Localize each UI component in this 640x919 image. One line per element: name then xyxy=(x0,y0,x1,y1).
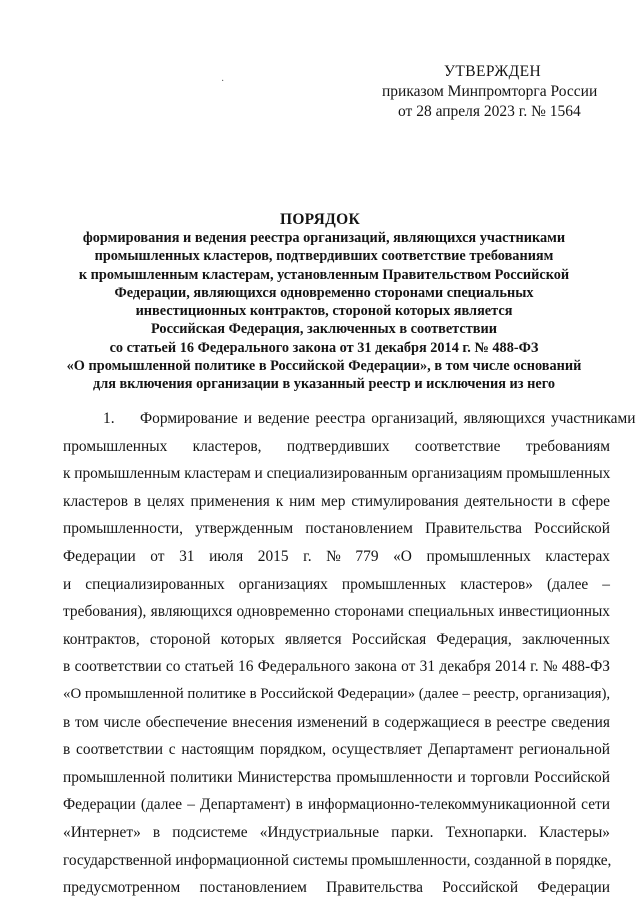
body-line: промышленной политики Министерства промышленности и торговли Российской xyxy=(63,768,610,786)
scan-speck: · xyxy=(221,76,225,87)
paragraph-1 xyxy=(63,405,636,902)
subtitle-line: промышленных кластеров, подтвердивших соответствие требованиям xyxy=(94,248,554,265)
body-line: Федерации (далее – Департамент) в информационно-телекоммуникационной сети xyxy=(63,796,610,814)
body-line: Федерации от 31 июля 2015 г. № 779 «О промышленных кластерах xyxy=(63,547,610,565)
subtitle-line: к промышленным кластерам, установленным Правительством Российской xyxy=(78,266,570,283)
body-line: промышленности, утвержденным постановлением Правительства Российской xyxy=(63,520,610,538)
body-line: государственной информационной системы промышленности, созданной в порядке, xyxy=(63,851,612,869)
body-line: контрактов, стороной которых является Российская Федерация, заключенных xyxy=(63,630,610,648)
approval-title: УТВЕРЖДЕН xyxy=(444,63,542,80)
subtitle-line: «О промышленной политике в Российской Федерации», в том числе оснований xyxy=(66,358,582,375)
subtitle-line: инвестиционных контрактов, стороной которых является xyxy=(135,303,513,320)
body-line: в соответствии с настоящим порядком, осуществляет Департамент региональной xyxy=(63,741,610,759)
body-line: промышленных кластеров, подтвердивших соответствие требованиям xyxy=(63,437,610,455)
body-line: «О промышленной политике в Российской Федерации» (далее – реестр, организация), xyxy=(63,685,611,702)
body-line: предусмотренном постановлением Правительства Российской Федерации xyxy=(63,879,610,897)
approval-order-line: приказом Минпромторга России xyxy=(382,83,598,100)
subtitle-line: Федерации, являющихся одновременно сторонами специальных xyxy=(114,284,534,301)
body-line-text: Формирование и ведение реестра организаций, являющихся участниками xyxy=(140,410,636,427)
subtitle-line: Российская Федерация, заключенных в соответствии xyxy=(151,321,497,338)
subtitle-line: со статьей 16 Федерального закона от 31 декабря 2014 г. № 488-ФЗ xyxy=(109,339,539,356)
paragraph-number: 1. xyxy=(103,410,115,427)
approval-date-line: от 28 апреля 2023 г. № 1564 xyxy=(398,103,581,120)
body-line: в соответствии со статьей 16 Федерального закона от 31 декабря 2014 г. № 488-ФЗ xyxy=(63,658,610,676)
body-line: «Интернет» в подсистеме «Индустриальные парки. Технопарки. Кластеры» xyxy=(63,823,610,841)
body-line: и специализированных организациях промышленных кластеров» (далее – xyxy=(63,575,610,593)
body-line: в том числе обеспечение внесения изменений в содержащиеся в реестре сведения xyxy=(63,713,610,731)
body-line xyxy=(63,405,636,433)
approval-stamp xyxy=(380,62,610,122)
subtitle-line: формирования и ведения реестра организаций, являющихся участниками xyxy=(82,230,566,246)
body-line: к промышленным кластерам и специализированным организациям промышленных xyxy=(63,465,611,483)
subtitle-line: для включения организации в указанный реестр и исключения из него xyxy=(92,376,555,393)
body-line: требования), являющихся одновременно сторонами специальных инвестиционных xyxy=(63,603,610,621)
body-line: кластеров в целях применения к ним мер стимулирования деятельности в сфере xyxy=(63,492,610,510)
document-subtitle xyxy=(44,229,604,394)
document-title: ПОРЯДОК xyxy=(279,211,361,228)
